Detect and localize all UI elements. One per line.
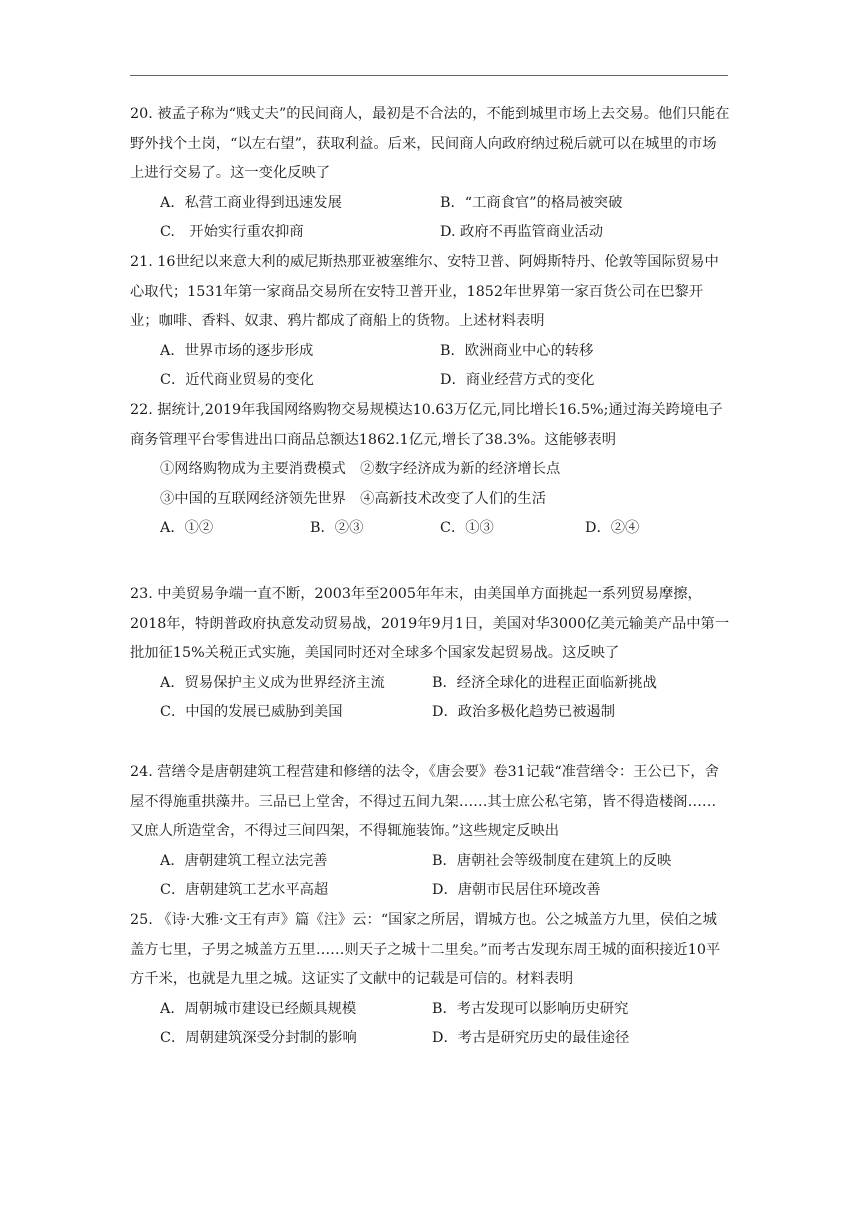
question-20 [130, 100, 730, 248]
options-row [130, 189, 730, 219]
option-c[interactable]: C．①③ [440, 520, 494, 536]
question-number: 20. [130, 106, 153, 122]
option-c[interactable]: C. 开始实行重农抑商 [160, 224, 304, 240]
question-text: 《诗·大雅·文王有声》篇《注》云：“国家之所居，谓城方也。公之城盖方九里，侯伯之城盖方七里，子男之城盖方五里……则天子之城十二里矣。”而考古发现东周王城的面积接近10平方千米，也就是九里之城。这证实了文献中的记载是可信的。材料表明 [130, 912, 721, 987]
option-a[interactable]: A．①② [160, 520, 214, 536]
option-d[interactable]: D．唐朝市民居住环境改善 [432, 882, 601, 898]
options-row [130, 514, 730, 544]
question-21 [130, 248, 730, 396]
option-b[interactable]: B．②③ [310, 520, 364, 536]
question-stem [130, 100, 730, 189]
question-stem [130, 580, 730, 669]
option-a[interactable]: A．周朝城市建设已经颇具规模 [160, 1000, 357, 1017]
options-row [130, 669, 730, 699]
option-d[interactable]: D．政治多极化趋势已被遏制 [432, 704, 616, 720]
options-row [130, 218, 730, 248]
option-c[interactable]: C．近代商业贸易的变化 [160, 372, 314, 388]
option-d[interactable]: D．②④ [585, 520, 640, 536]
option-b[interactable]: B．经济全球化的进程正面临新挑战 [432, 674, 657, 691]
option-b[interactable]: B．欧洲商业中心的转移 [440, 342, 594, 359]
option-a[interactable]: A．唐朝建筑工程立法完善 [160, 852, 328, 869]
question-number: 24. [130, 764, 153, 780]
option-d[interactable]: D．考古是研究历史的最佳途径 [432, 1030, 630, 1046]
options-row [130, 337, 730, 367]
question-text: 被孟子称为“贱丈夫”的民间商人，最初是不合法的，不能到城里市场上去交易。他们只能在野外找个土岗，“以左右望”，获取利益。后来，民间商人向政府纳过税后就可以在城里的市场上进行交易了。这一变化反映了 [130, 106, 730, 181]
question-stem [130, 906, 730, 995]
question-23 [130, 580, 730, 728]
option-b[interactable]: B．唐朝社会等级制度在建筑上的反映 [432, 852, 672, 869]
question-stem [130, 758, 730, 847]
question-stem [130, 396, 730, 455]
option-d[interactable]: D．商业经营方式的变化 [440, 372, 595, 388]
options-row [130, 698, 730, 728]
question-25 [130, 906, 730, 1054]
question-text: 营缮令是唐朝建筑工程营建和修缮的法令，《唐会要》卷31记载“准营缮令：王公已下，舍屋不得施重拱藻井。三品已上堂舍，不得过五间九架……其士庶公私宅第，皆不得造楼阁……又庶人所造堂舍，不得过三间四架，不得辄施装饰。”这些规定反映出 [130, 764, 719, 839]
question-number: 23. [130, 586, 153, 602]
option-b[interactable]: B．考古发现可以影响历史研究 [432, 1000, 629, 1017]
options-row [130, 847, 730, 877]
question-24 [130, 758, 730, 906]
question-text: 中美贸易争端一直不断，2003年至2005年年末，由美国单方面挑起一系列贸易摩擦，2018年，特朗普政府执意发动贸易战，2019年9月1日，美国对华3000亿美元输美产品中第一批加征15%关税正式实施，美国同时还对全球多个国家发起贸易战。这反映了 [130, 586, 730, 661]
option-c[interactable]: C．中国的发展已威胁到美国 [160, 704, 343, 720]
option-a[interactable]: A．贸易保护主义成为世界经济主流 [160, 674, 385, 691]
option-c[interactable]: C．唐朝建筑工艺水平高超 [160, 882, 329, 898]
question-number: 22. [130, 402, 153, 418]
options-row [130, 1024, 730, 1054]
options-row [130, 876, 730, 906]
options-row [130, 366, 730, 396]
option-d[interactable]: D. 政府不再监管商业活动 [440, 224, 604, 240]
option-c[interactable]: C．周朝建筑深受分封制的影响 [160, 1030, 357, 1046]
header-rule [130, 75, 728, 76]
question-text: 16世纪以来意大利的威尼斯热那亚被塞维尔、安特卫普、阿姆斯特丹、伦敦等国际贸易中心取代；1531年第一家商品交易所在安特卫普开业，1852年世界第一家百货公司在巴黎开业；咖啡、香料、奴隶、鸦片都成了商船上的货物。上述材料表明 [130, 254, 719, 329]
option-a[interactable]: A．私营工商业得到迅速发展 [160, 194, 342, 211]
options-row [130, 995, 730, 1025]
question-stem [130, 248, 730, 337]
question-number: 21. [130, 254, 153, 270]
question-text: 据统计,2019年我国网络购物交易规模达10.63万亿元,同比增长16.5%;通过海关跨境电子商务管理平台零售进出口商品总额达1862.1亿元,增长了38.3%。这能够表明 [130, 402, 723, 448]
statement-line: ①网络购物成为主要消费模式 ②数字经济成为新的经济增长点 [160, 461, 561, 477]
option-b[interactable]: B．“工商食官”的格局被突破 [440, 194, 623, 211]
option-a[interactable]: A．世界市场的逐步形成 [160, 342, 314, 359]
statement-line: ③中国的互联网经济领先世界 ④高新技术改变了人们的生活 [160, 490, 547, 507]
question-number: 25. [130, 912, 153, 928]
question-22 [130, 396, 730, 544]
